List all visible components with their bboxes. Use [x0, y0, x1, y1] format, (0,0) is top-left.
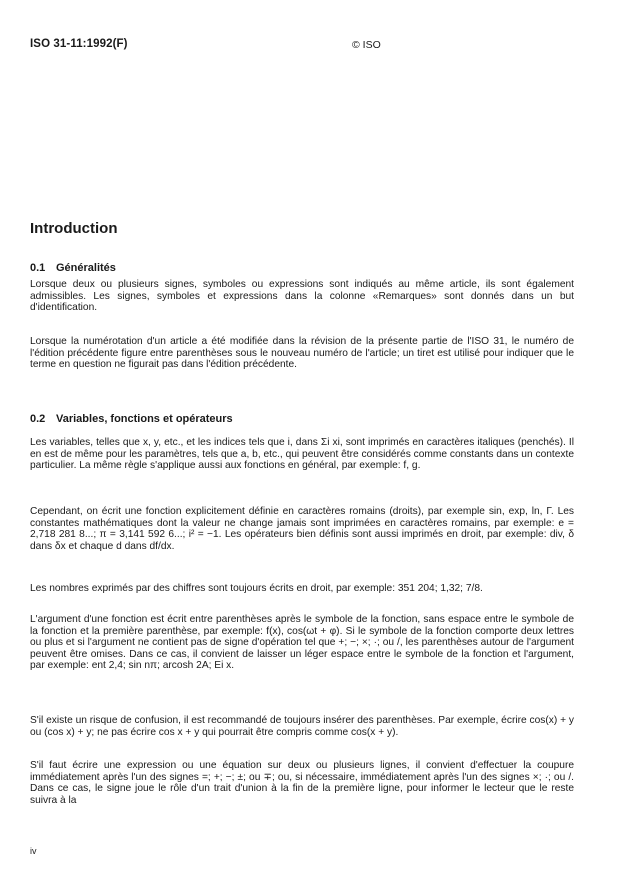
paragraph: L'argument d'une fonction est écrit entre parenthèses après le symbole de la fonction, sans espace entre le symbole de la fonction et la première parenthèse, par exemple: f(x), cos(ωt + φ). Si le symbole de la fonction comporte deux lettres ou plus et si l'argument ne contient pas de signe d'opération tel que +; −; ×; ·; ou /, les parenthèses autour de l'argument peuvent être omises. Dans ce cas, il convient de laisser un léger espace entre le symbole de la fonction et l'argument, par exemple: ent 2,4; sin nπ; arcosh 2A; Ei x. — [30, 614, 574, 672]
section-title: Variables, fonctions et opérateurs — [56, 413, 233, 425]
section-heading-0-2 — [30, 413, 233, 425]
section-number: 0.2 — [30, 413, 46, 425]
paragraph: Lorsque la numérotation d'un article a été modifiée dans la révision de la présente partie de l'ISO 31, le numéro de l'édition précédente figure entre parenthèses sous le nouveau numéro de l'article; un tiret est utilisé pour indiquer que le terme en question ne figurait pas dans l'édition précédente. — [30, 336, 574, 371]
paragraph: S'il faut écrire une expression ou une équation sur deux ou plusieurs lignes, il convient d'effectuer la coupure immédiatement après l'un des signes =; +; −; ±; ou ∓; ou, si nécessaire, immédiatement après l'un des signes ×; ·; ou /. Dans ce cas, le signe joue le rôle d'un trait d'union à la fin de la première ligne, pour informer le lecteur que le reste suivra à la — [30, 760, 574, 806]
section-heading-0-1 — [30, 262, 116, 274]
paragraph: Les nombres exprimés par des chiffres sont toujours écrits en droit, par exemple: 351 204; 1,32; 7/8. — [30, 583, 483, 594]
paragraph: S'il existe un risque de confusion, il est recommandé de toujours insérer des parenthèses. Par exemple, écrire cos(x) + y ou (cos x) + y; ne pas écrire cos x + y qui pourrait être compris comme cos(x + y). — [30, 715, 574, 738]
paragraph: Les variables, telles que x, y, etc., et les indices tels que i, dans Σi xi, sont imprimés en caractères italiques (penchés). Il en est de même pour les paramètres, tels que a, b, etc., qui peuvent être considérés comme constants dans un contexte particulier. La même règle s'applique aussi aux fonctions en général, par exemple: f, g. — [30, 437, 574, 472]
copyright-mark: © ISO — [352, 39, 381, 51]
page-number: iv — [30, 846, 37, 856]
paragraph: Cependant, on écrit une fonction explicitement définie en caractères romains (droits), par exemple sin, exp, ln, Γ. Les constantes mathématiques dont la valeur ne change jamais sont imprimées en caractères romains, par exemple: e = 2,718 281 8...; π = 3,141 592 6...; i² = −1. Les opérateurs bien définis sont aussi imprimés en droit, par exemple: div, δ dans δx et chaque d dans df/dx. — [30, 506, 574, 552]
page-title: Introduction — [30, 220, 118, 237]
paragraph: Lorsque deux ou plusieurs signes, symboles ou expressions sont indiqués au même article, ils sont également admissibles. Les signes, symboles et expressions dans la colonne «Remarques» sont donnés dans un but d'identification. — [30, 279, 574, 314]
standard-reference: ISO 31-11:1992(F) — [30, 38, 128, 50]
section-title: Généralités — [56, 262, 116, 274]
section-number: 0.1 — [30, 262, 46, 274]
